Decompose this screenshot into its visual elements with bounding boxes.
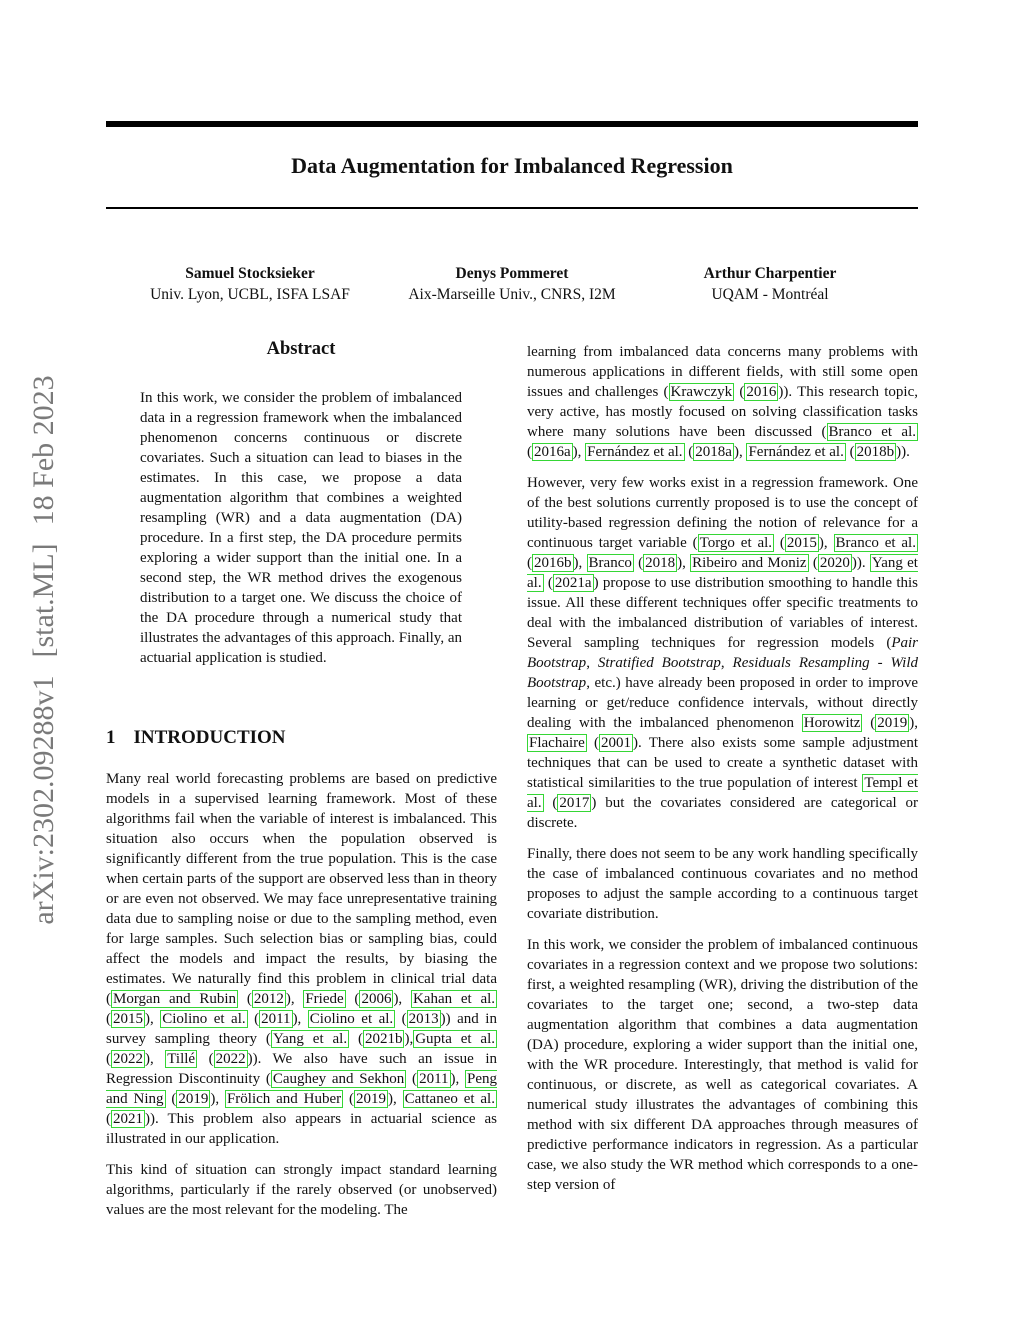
citation-link[interactable]: Peng and Ning [106,1071,498,1107]
arxiv-category: [stat.ML] [27,543,60,658]
citation-link[interactable]: Kahan et al. [412,991,496,1007]
citation-link[interactable]: Yang et al. [527,555,918,591]
section-number: 1 [106,727,116,748]
citation-link[interactable]: Torgo et al. [699,535,773,551]
author-name: Samuel Stocksieker [185,265,315,282]
citation-link[interactable]: 2019 [178,1091,209,1107]
arxiv-date: 18 Feb 2023 [27,375,60,526]
citation-link[interactable]: Krawczyk [670,384,733,400]
citation-link[interactable]: Tillé [167,1051,196,1067]
section-heading [106,727,286,749]
citation-link[interactable]: 2011 [261,1011,291,1027]
author-block [655,263,885,305]
citation-link[interactable]: Frölich and Huber [226,1091,342,1107]
citation-link[interactable]: Branco et al. [828,424,916,440]
author-affiliation: UQAM - Montréal [711,286,829,303]
citation-link[interactable]: 2012 [253,991,284,1007]
author-block [120,263,380,305]
citation-link[interactable]: Templ et al. [527,775,918,811]
citation-link[interactable]: Branco et al. [835,535,916,551]
citation-link[interactable]: 2021 [113,1111,143,1127]
author-name: Denys Pommeret [455,265,569,282]
arxiv-id: arXiv:2302.09288v1 [27,675,60,925]
citation-link[interactable]: 2019 [355,1091,386,1107]
right-column [527,342,918,1206]
citation-link[interactable]: 2013 [408,1011,439,1027]
citation-link[interactable]: 2006 [361,991,392,1007]
author-affiliation: Univ. Lyon, UCBL, ISFA LSAF [150,286,350,303]
paragraph: This kind of situation can strongly impact standard learning algorithms, particularly if the rarely observed (or unobserved) values are the most relevant for the modeling. The [106,1162,497,1218]
italic-term: Pair Bootstrap [527,635,918,671]
citation-link[interactable]: 2016a [534,444,571,460]
citation-link[interactable]: 2001 [601,735,632,751]
arxiv-stamp [27,340,61,960]
author-name: Arthur Charpentier [703,265,837,282]
citation-link[interactable]: Morgan and Rubin [113,991,237,1007]
citation-link[interactable]: Flachaire [529,735,585,751]
paragraph: In this work, we consider the problem of imbalanced continuous covariates in a regression context and we propose two solutions: first, a weighted resampling (WR), driving the distribution of the covariates to the target one; second, a two-step data augmentation algorithm that combines a data augmentation (DA) procedure, exploring a wider support than the initial one, with the WR procedure. Interestingly, that method is valid for continuous, or discrete, as well as categorical covariates. A numerical study illustrates the advantages of combining this method with six different DA approaches through measures of predictive performance indicators in regression. As a particular case, we also study the WR method which corresponds to a one-step version of [527,937,918,1193]
paper-title: Data Augmentation for Imbalanced Regression [291,153,733,178]
paragraph: Many real world forecasting problems are based on predictive models in a supervised learning framework. Most of these algorithms fail when the variable of interest is imbalanced. This situation also occurs when the population observed is significantly different from the true population. This is the case when certain parts of the support are observed less than in theory or are even not observed. We may face unrepresentative training data due to sampling noise or due to the sampling method, even for large samples. Such selection bias or sampling bias, could affect the models and impact the results, by biasing the estimates. We naturally find this problem in clinical trial data ( Morgan and Rubin ( 2012 ), Friede ( 2006 ), Kahan et al. ( 2015 ), Ciolino et al. ( 2011 ), Ciolino et al. ( 2013 )) and in survey sampling theory ( Yang et al. ( 2021b ), Gupta et al. ( 2022 ), Tillé ( 2022 )). We also have such an issue in Regression Discontinuity ( Caughey and Sekhon ( 2011 ), Peng and Ning ( 2019 ), Frölich and Huber ( 2019 ), Cattaneo et al. ( 2021 )). This problem also appears in actuarial science as illustrated in our application. [106,771,498,1147]
citation-link[interactable]: Ciolino et al. [162,1011,246,1027]
citation-link[interactable]: Horowitz [803,715,861,731]
author-block [372,263,652,305]
citation-link[interactable]: 2019 [877,715,908,731]
citation-link[interactable]: 2016 [746,384,777,400]
citation-link[interactable]: Gupta et al. [415,1031,496,1047]
left-column [106,769,497,1231]
citation-link[interactable]: Yang et al. [272,1031,348,1047]
citation-link[interactable]: Ribeiro and Moniz [692,555,807,571]
citation-link[interactable]: 2017 [559,795,590,811]
paragraph: However, very few works exist in a regression framework. One of the best solutions currently proposed is to use the concept of utility-based regression defining the notion of relevance for a continuous target variable ( Torgo et al. ( 2015 ), Branco et al. ( 2016b ), Branco ( 2018 ), Ribeiro and Moniz ( 2020 )). Yang et al. ( 2021a ) propose to use distribution smoothing to handle this issue. All these different techniques offer specific treatments to deal with the imbalanced distribution of variables of interest. Several sampling techniques for regression models (Pair Bootstrap, Stratified Bootstrap, Residuals Resampling - Wild Bootstrap, etc.) have already been proposed in order to improve learning or get/reduce confidence intervals, without directly dealing with the imbalanced phenomenon Horowitz ( 2019 ), Flachaire ( 2001 ). There also exists some sample adjustment techniques that can be used to create a synthetic dataset with statistical similarities to the true population of interest Templ et al. ( 2017 ) but the covariates considered are categorical or discrete. [527,475,919,831]
citation-link[interactable]: 2015 [786,535,817,551]
citation-link[interactable]: Cattaneo et al. [404,1091,495,1107]
citation-link[interactable]: 2018b [856,444,895,460]
citation-link[interactable]: 2021b [364,1031,403,1047]
citation-link[interactable]: 2021a [554,575,592,591]
citation-link[interactable]: Fernández et al. [587,444,683,460]
italic-term: Residuals Resampling - Wild Bootstrap [527,655,919,691]
citation-link[interactable]: 2022 [215,1051,246,1067]
citation-link[interactable]: Friede [305,991,344,1007]
citation-link[interactable]: 2015 [113,1011,143,1027]
section-title: INTRODUCTION [133,727,286,748]
title-bottom-rule [106,207,918,209]
citation-link[interactable]: 2018 [645,555,676,571]
citation-link[interactable]: 2022 [113,1051,143,1067]
citation-link[interactable]: Branco [588,555,632,571]
citation-link[interactable]: 2011 [419,1071,449,1087]
citation-link[interactable]: Caughey and Sekhon [272,1071,405,1087]
author-affiliation: Aix-Marseille Univ., CNRS, I2M [408,286,616,303]
abstract-text: In this work, we consider the problem of imbalanced data in a regression framework when the imbalanced phenomenon concerns continuous or discrete covariates. Such a situation can lead to biases in the estimates. In this case, we propose a data augmentation algorithm that combines a weighted resampling (WR) and a data augmentation (DA) procedure. In a first step, the DA procedure permits exploring a wider support than the initial one. In a second step, the WR method drives the exogenous distribution to a target one. We discuss the choice of the DA procedure through a numerical study that illustrates the advantages of this approach. Finally, an actuarial application is studied. [140,390,462,666]
paragraph: Finally, there does not seem to be any work handling specifically the case of imbalanced continuous covariates and no method proposes to adjust the sample according to a continuous target covariate distribution. [527,846,918,922]
abstract-heading: Abstract [266,339,336,359]
citation-link[interactable]: Fernández et al. [748,444,844,460]
citation-link[interactable]: 2018a [695,444,732,460]
citation-link[interactable]: 2020 [819,555,850,571]
citation-link[interactable]: 2016b [534,555,572,571]
citation-link[interactable]: Ciolino et al. [309,1011,394,1027]
italic-term: Stratified Bootstrap [597,655,721,671]
paragraph: learning from imbalanced data concerns many problems with numerous applications in different fields, with still some open issues and challenges ( Krawczyk ( 2016 )). This research topic, very active, has mostly focused on solving classification tasks where many solutions have been discussed ( Branco et al. ( 2016a ), Fernández et al. ( 2018a ), Fernández et al. ( 2018b )). [527,344,918,460]
top-rule [106,121,918,127]
